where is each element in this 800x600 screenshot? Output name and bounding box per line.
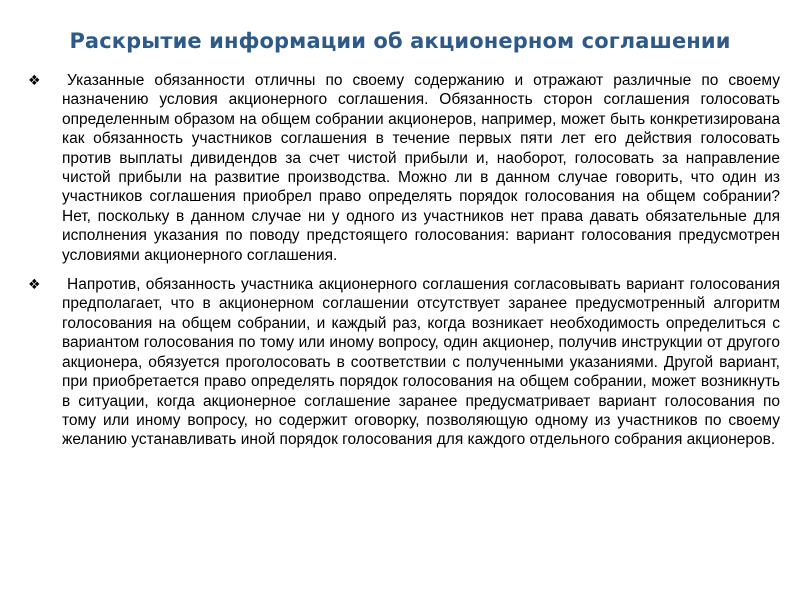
list-item (28, 71, 780, 265)
list-item (28, 275, 780, 450)
bullet-list (28, 71, 780, 460)
four-point-star-icon: ❖ (28, 73, 41, 89)
paragraph-text: Указанные обязанности отличны по своему содержанию и отражают различные по своему назначению условия акционерного соглашения. Обязанность сторон соглашения голосовать определенным образом на общем собрании акционеров, например, может быть конкретизирована как обязанность участников соглашения в течение первых пяти лет его действия голосовать против выплаты дивидендов за счет чистой прибыли и, наоборот, голосовать за направление чистой прибыли на развитие производства. Можно ли в данном случае говорить, что один из участников соглашения приобрел право определять порядок голосования на общем собрании? Нет, поскольку в данном случае ни у одного из участников нет права давать обязательные для исполнения указания по поводу предстоящего голосования: вариант голосования предусмотрен условиями акционерного соглашения. (62, 72, 780, 264)
four-point-star-icon: ❖ (28, 277, 41, 294)
paragraph-text: Напротив, обязанность участника акционерного соглашения согласовывать вариант голосования предполагает, что в акционерном соглашении отсутствует заранее предусмотренный алгоритм голосования на общем собрании, и каждый раз, когда возникает необходимость определиться с вариантом голосования по тому или иному вопросу, один акционер, получив инструкции от другого акционера, обязуется проголосовать в соответствии с полученными указаниями. Другой вариант, при приобретается право определять порядок голосования на общем собрании, может возникнуть в ситуации, когда акционерное соглашение заранее предусматривает вариант голосования по тому или иному вопросу, но содержит оговорку, позволяющую одному из участников по своему желанию устанавливать иной порядок голосования для каждого отдельного собрания акционеров. (62, 276, 780, 449)
page-title: Раскрытие информации об акционерном соглашении (69, 29, 731, 53)
